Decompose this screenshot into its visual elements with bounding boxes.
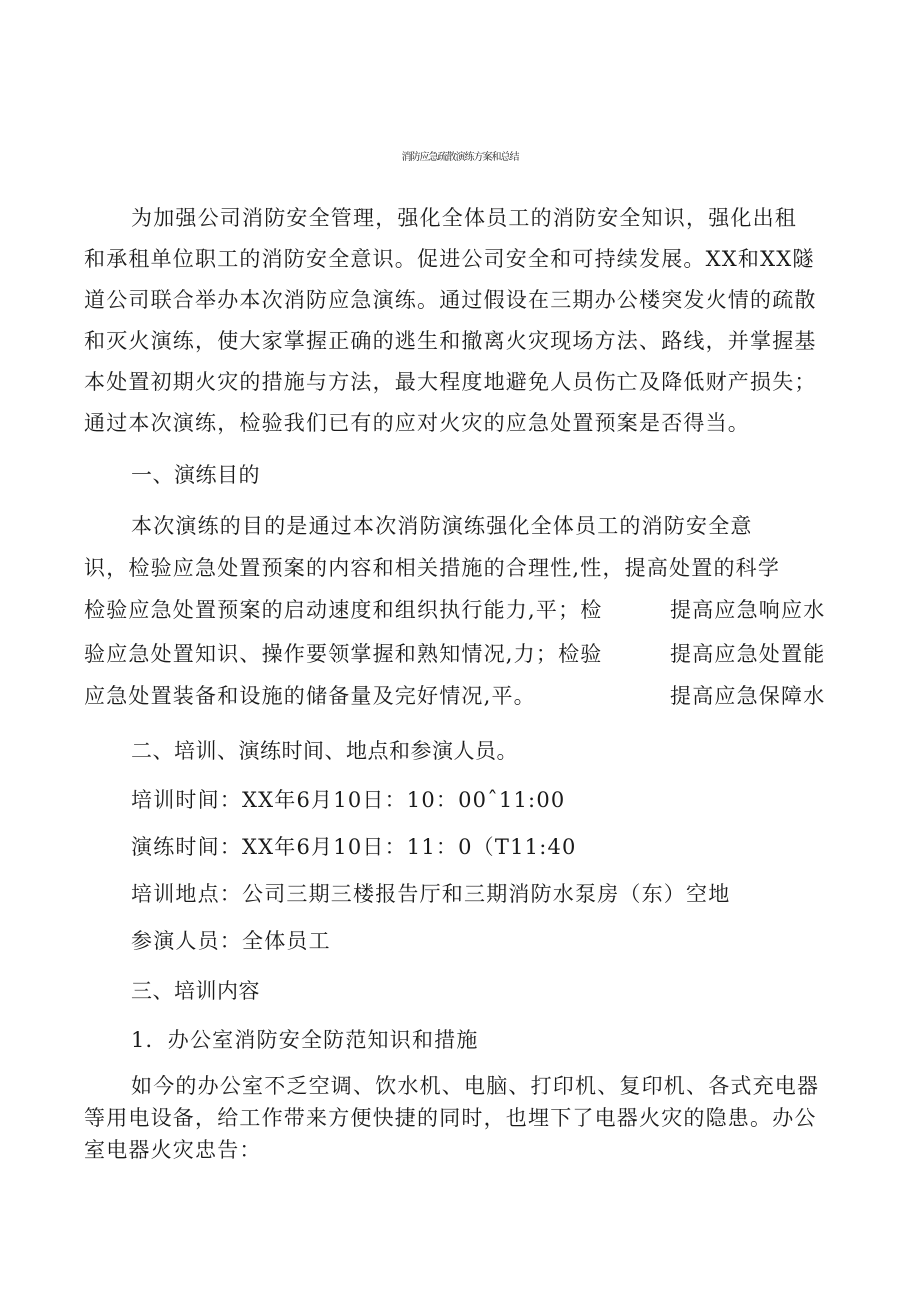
info-line: 演练时间：XX年6月10日：11：0（T11:40 [131, 835, 577, 859]
info-line: 培训地点：公司三期三楼报告厅和三期消防水泵房（东）空地 [131, 882, 731, 906]
subheading: 1．办公室消防安全防范知识和措施 [131, 1028, 479, 1052]
paragraph-line: 验应急处置知识、操作要领掌握和熟知情况,力；检验 [84, 642, 603, 666]
paragraph-line: 应急处置装备和设施的储备量及完好情况,平。 [84, 684, 536, 708]
section-heading: 二、培训、演练时间、地点和参演人员。 [131, 739, 518, 763]
paragraph-line: 如今的办公室不乏空调、饮水机、电脑、打印机、复印机、各式充电器 [131, 1074, 820, 1098]
paragraph-line: 本次演练的目的是通过本次消防演练强化全体员工的消防安全意 [131, 514, 753, 538]
section-heading: 三、培训内容 [131, 979, 260, 1003]
intro-line: 道公司联合举办本次消防应急演练。通过假设在三期办公楼突发火情的疏散 [84, 288, 817, 312]
document-title: 消防应急疏散演练方案和总结 [401, 152, 519, 163]
paragraph-line-right: 提高应急保障水 [670, 684, 826, 708]
paragraph-line: 室电器火灾忠告： [84, 1138, 262, 1162]
paragraph-line-right: 提高应急处置能 [670, 642, 826, 666]
section-heading: 一、演练目的 [131, 463, 260, 487]
paragraph-line: 识，检验应急处置预案的内容和相关措施的合理性,性，提高处置的科学 [84, 556, 781, 580]
intro-line: 和灭火演练，使大家掌握正确的逃生和撤离火灾现场方法、路线，并掌握基 [84, 329, 817, 353]
paragraph-line: 等用电设备，给工作带来方便快捷的同时，也埋下了电器火灾的隐患。办公 [84, 1106, 817, 1130]
paragraph-line: 检验应急处置预案的启动速度和组织执行能力,平；检 [84, 598, 603, 622]
intro-line: 为加强公司消防安全管理，强化全体员工的消防安全知识，强化出租 [131, 206, 797, 230]
paragraph-line-right: 提高应急响应水 [670, 598, 826, 622]
info-line: 培训时间：XX年6月10日：10：00ˆ11:00 [131, 788, 566, 812]
intro-line: 本处置初期火灾的措施与方法，最大程度地避免人员伤亡及降低财产损失； [84, 370, 817, 394]
intro-line: 通过本次演练，检验我们已有的应对火灾的应急处置预案是否得当。 [84, 411, 750, 435]
intro-line: 和承租单位职工的消防安全意识。促进公司安全和可持续发展。XX和XX隧 [84, 247, 815, 271]
info-line: 参演人员：全体员工 [131, 929, 331, 953]
